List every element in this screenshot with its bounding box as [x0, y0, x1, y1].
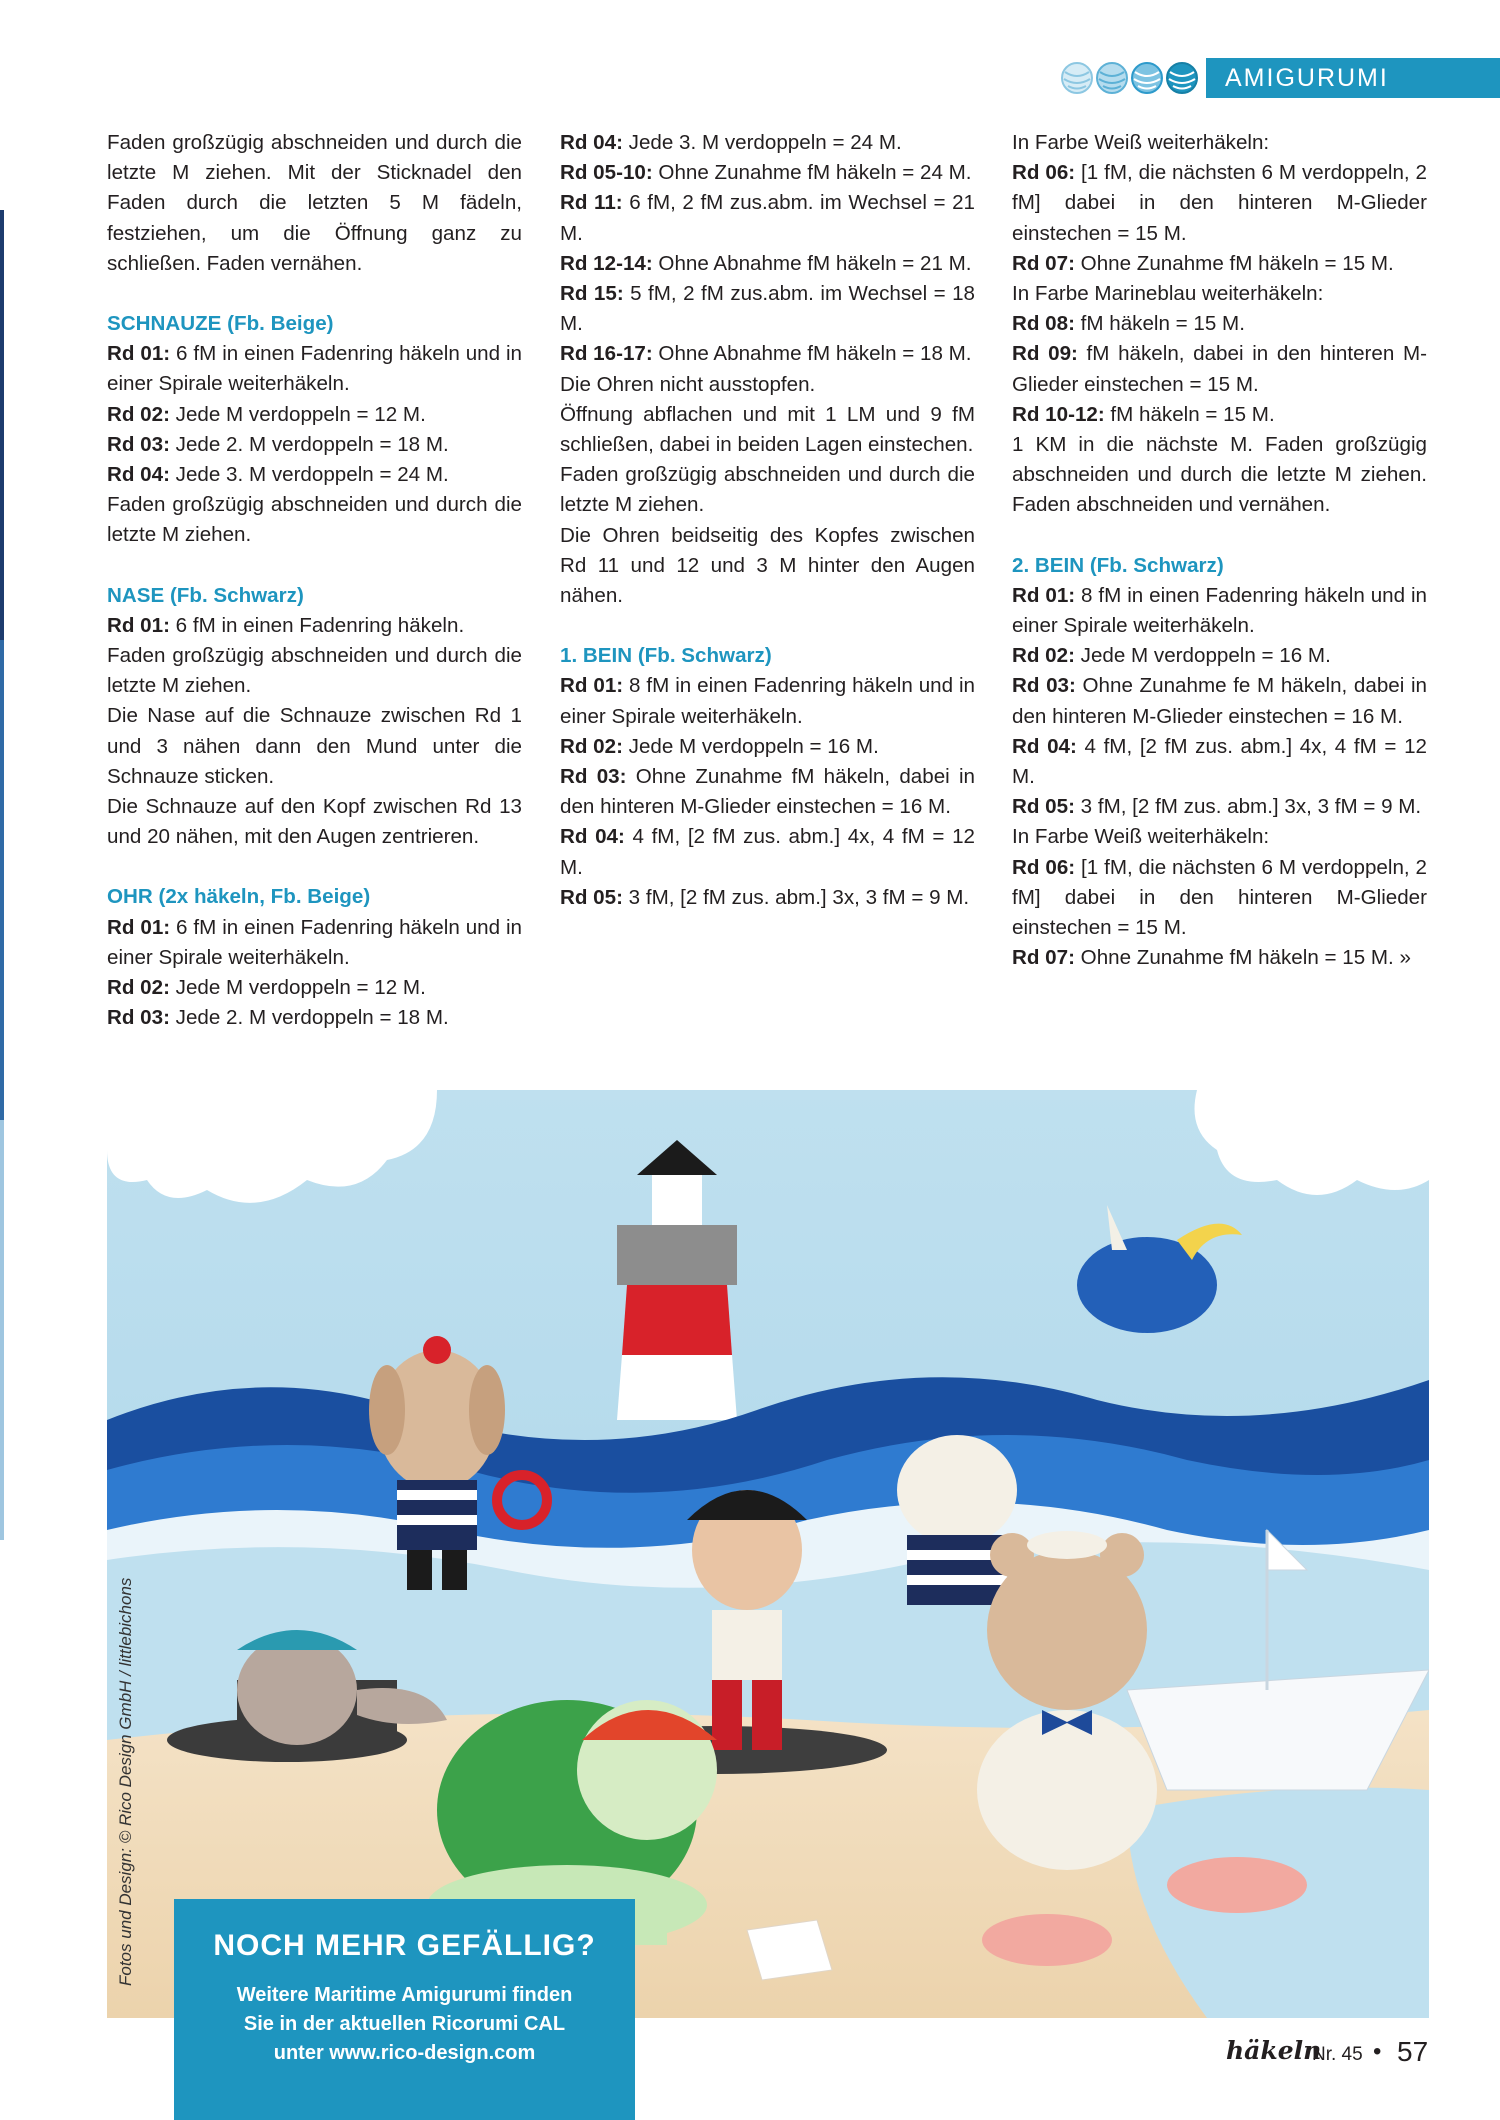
instruction-text: 1 KM in die nächste M. Faden großzügig abschneiden und durch die letzte M ziehen. Faden abschneiden und vernähen. [1012, 433, 1427, 517]
round-label: Rd 04: [1012, 734, 1077, 758]
instruction-text: Faden großzügig abschneiden und durch die letzte M ziehen. Mit der Sticknadel den Faden durch die letzten 5 M fädeln, festziehen, um die Öffnung ganz zu schließen. Faden vernähen. [107, 131, 522, 275]
instruction-text: fM häkeln, dabei in den hinteren M-Glieder einstechen = 15 M. [1012, 342, 1427, 396]
instruction-line [1012, 853, 1427, 944]
instruction-text: 3 fM, [2 fM zus. abm.] 3x, 3 fM = 9 M. [622, 885, 970, 909]
instruction-text: Jede 2. M verdoppeln = 18 M. [169, 432, 449, 456]
round-label: Rd 08: [1012, 312, 1075, 336]
instruction-line [560, 762, 975, 822]
instruction-line [1012, 822, 1427, 852]
round-label: Rd 01: [107, 613, 170, 637]
promo-line: Weitere Maritime Amigurumi finden [236, 1984, 573, 2006]
text-column-1 [107, 128, 522, 1033]
instruction-text: Faden großzügig abschneiden und durch die letzte M ziehen. [107, 644, 522, 698]
instruction-line [107, 460, 522, 490]
section-heading: OHR (2x häkeln, Fb. Beige) [107, 885, 371, 909]
round-label: Rd 07: [1012, 251, 1075, 275]
round-label: Rd 04: [560, 825, 625, 849]
section-heading: 1. BEIN (Fb. Schwarz) [560, 644, 772, 668]
magazine-brand: häkeln [1226, 2036, 1322, 2065]
instruction-text: 6 fM in einen Fadenring häkeln und in einer Spirale weiterhäkeln. [107, 915, 522, 969]
instruction-line [1012, 732, 1427, 792]
polar-bear-toy [897, 1435, 1017, 1605]
round-label: Rd 02: [560, 734, 623, 758]
instruction-text: Faden großzügig abschneiden und durch die letzte M ziehen. [560, 463, 975, 517]
instruction-line [1012, 339, 1427, 399]
instruction-line [1012, 128, 1427, 158]
section-heading: 2. BEIN (Fb. Schwarz) [1012, 553, 1224, 577]
instruction-text: [1 fM, die nächsten 6 M verdoppeln, 2 fM] dabei in den hinteren M-Glieder einstechen = 15 M. [1012, 161, 1427, 245]
amigurumi-photo [107, 1090, 1429, 2018]
instruction-text: Jede 2. M verdoppeln = 18 M. [169, 1006, 449, 1030]
instruction-text: Jede 3. M verdoppeln = 24 M. [622, 131, 902, 154]
promo-line: Sie in der aktuellen Ricorumi CAL [243, 2013, 566, 2035]
issue-number: Nr. 45 [1312, 2044, 1363, 2065]
instruction-text: Jede M verdoppeln = 16 M. [1074, 644, 1331, 668]
instruction-line [560, 822, 975, 882]
round-label: Rd 03: [1012, 674, 1076, 698]
instruction-line [560, 370, 975, 400]
promo-text [174, 1981, 635, 2068]
promo-box [174, 1899, 635, 2120]
round-label: Rd 07: [1012, 946, 1075, 970]
instruction-line [560, 460, 975, 520]
shrimp-toy-2 [982, 1914, 1112, 1966]
instruction-text: fM häkeln = 15 M. [1074, 312, 1245, 336]
instruction-text: 6 fM in einen Fadenring häkeln. [169, 613, 465, 637]
promo-link[interactable]: unter www.rico-design.com [273, 2042, 536, 2064]
round-label: Rd 05: [1012, 795, 1075, 819]
instruction-text: Die Ohren beidseitig des Kopfes zwischen Rd 11 und 12 und 3 M hinter den Augen nähen. [560, 523, 975, 608]
instruction-text: Ohne Zunahme fM häkeln = 24 M. [652, 161, 972, 185]
instruction-line [107, 1003, 522, 1033]
instruction-line [107, 973, 522, 1003]
instruction-line [560, 671, 975, 731]
instruction-line [1012, 400, 1427, 430]
instruction-text: Jede M verdoppeln = 16 M. [622, 734, 879, 758]
instruction-text: Die Schnauze auf den Kopf zwischen Rd 13 und 20 nähen, mit den Augen zentrieren. [107, 795, 522, 849]
instruction-text: Die Ohren nicht ausstopfen. [560, 372, 816, 396]
treasure-card [747, 1920, 832, 1980]
page-number: 57 [1397, 2036, 1429, 2067]
round-label: Rd 01: [107, 342, 171, 366]
shrimp-toy-1 [1167, 1857, 1307, 1913]
instruction-line [560, 521, 975, 612]
instruction-text: Jede M verdoppeln = 12 M. [169, 402, 426, 426]
instruction-line [1012, 943, 1427, 973]
round-label: Rd 05: [560, 885, 623, 909]
instruction-line [107, 490, 522, 550]
instruction-line [1012, 430, 1427, 521]
section-label: AMIGURUMI [1225, 63, 1389, 92]
round-label: Rd 04: [107, 463, 170, 487]
round-label: Rd 02: [107, 402, 170, 426]
instruction-text: 8 fM in einen Fadenring häkeln und in einer Spirale weiterhäkeln. [560, 674, 975, 728]
instruction-line [107, 701, 522, 792]
instruction-line [560, 279, 975, 339]
instruction-text: 5 fM, 2 fM zus.abm. im Wechsel = 18 M. [560, 282, 975, 336]
round-label: Rd 06: [1012, 855, 1076, 879]
instruction-text: 6 fM, 2 fM zus.abm. im Wechsel = 21 M. [560, 191, 975, 245]
instruction-text: Die Nase auf die Schnauze zwischen Rd 1 und 3 nähen dann den Mund unter die Schnauze sticken. [107, 704, 522, 788]
instruction-text: Ohne Zunahme fM häkeln = 15 M. » [1074, 946, 1411, 970]
instruction-line [560, 732, 975, 762]
instruction-line [560, 188, 975, 248]
section-tab [1206, 58, 1500, 98]
section-heading: SCHNAUZE (Fb. Beige) [107, 312, 334, 336]
text-column-2 [560, 128, 975, 913]
instruction-text: Ohne Zunahme fM häkeln, dabei in den hinteren M-Glieder einstechen = 16 M. [560, 765, 975, 819]
instruction-text: Ohne Abnahme fM häkeln = 21 M. [652, 251, 972, 275]
instruction-line [107, 339, 522, 399]
instruction-line [560, 400, 975, 460]
instruction-line [1012, 641, 1427, 671]
promo-title: NOCH MEHR GEFÄLLIG? [213, 1929, 596, 1962]
instruction-line [1012, 158, 1427, 249]
round-label: Rd 05-10: [560, 161, 653, 185]
round-label: Rd 02: [1012, 644, 1075, 668]
round-label: Rd 10-12: [1012, 402, 1105, 426]
photo-credit: Fotos und Design: © Rico Design GmbH / littlebichons [116, 1577, 135, 1986]
edge-bar-light [0, 1120, 4, 1540]
instruction-line [560, 883, 975, 913]
instruction-text: 8 fM in einen Fadenring häkeln und in einer Spirale weiterhäkeln. [1012, 583, 1427, 638]
instruction-line [1012, 792, 1427, 822]
instruction-line [1012, 581, 1427, 641]
round-label: Rd 03: [107, 432, 170, 456]
instruction-text: In Farbe Weiß weiterhäkeln: [1012, 825, 1270, 849]
instruction-text: 4 fM, [2 fM zus. abm.] 4x, 4 fM = 12 M. [560, 825, 975, 879]
round-label: Rd 01: [1012, 583, 1076, 607]
instruction-text: fM häkeln = 15 M. [1104, 402, 1275, 426]
yarn-ball-icons [1059, 60, 1201, 96]
instruction-text: Faden großzügig abschneiden und durch die letzte M ziehen. [107, 493, 522, 547]
round-label: Rd 09: [1012, 342, 1078, 366]
instruction-text: In Farbe Marineblau weiterhäkeln: [1012, 282, 1324, 306]
instruction-text: Ohne Abnahme fM häkeln = 18 M. [652, 342, 972, 366]
instruction-text: 6 fM in einen Fadenring häkeln und in einer Spirale weiterhäkeln. [107, 342, 522, 396]
round-label: Rd 03: [107, 1006, 170, 1030]
instruction-text: 3 fM, [2 fM zus. abm.] 3x, 3 fM = 9 M. [1074, 795, 1422, 819]
instruction-line [107, 913, 522, 973]
instruction-text: In Farbe Weiß weiterhäkeln: [1012, 131, 1270, 154]
instruction-line [560, 249, 975, 279]
instruction-line [107, 641, 522, 701]
round-label: Rd 16-17: [560, 342, 653, 366]
instruction-text: Jede M verdoppeln = 12 M. [169, 976, 426, 1000]
instruction-line [107, 611, 522, 641]
instruction-line [1012, 309, 1427, 339]
round-label: Rd 12-14: [560, 251, 653, 275]
round-label: Rd 04: [560, 131, 623, 154]
instruction-line [107, 400, 522, 430]
section-heading: NASE (Fb. Schwarz) [107, 583, 304, 607]
instruction-line [560, 158, 975, 188]
instruction-line [107, 792, 522, 852]
edge-bar-navy [0, 210, 4, 640]
round-label: Rd 03: [560, 765, 627, 789]
instruction-line [1012, 279, 1427, 309]
instruction-text: [1 fM, die nächsten 6 M verdoppeln, 2 fM] dabei in den hinteren M-Glieder einstechen = 15 M. [1012, 855, 1427, 940]
round-label: Rd 02: [107, 976, 170, 1000]
round-label: Rd 15: [560, 282, 624, 306]
round-label: Rd 11: [560, 191, 623, 215]
instruction-line [560, 128, 975, 158]
instruction-text: Ohne Zunahme fe M häkeln, dabei in den hinteren M-Glieder einstechen = 16 M. [1012, 674, 1427, 728]
instruction-line [1012, 249, 1427, 279]
instruction-line [560, 339, 975, 369]
footer-bullet: • [1373, 2038, 1382, 2065]
instruction-text: Jede 3. M verdoppeln = 24 M. [169, 463, 449, 487]
instruction-line [107, 128, 522, 279]
instruction-line [1012, 671, 1427, 731]
round-label: Rd 01: [107, 915, 171, 939]
instruction-text: Ohne Zunahme fM häkeln = 15 M. [1074, 251, 1394, 275]
instruction-text: 4 fM, [2 fM zus. abm.] 4x, 4 fM = 12 M. [1012, 734, 1427, 789]
edge-bar-blue [0, 640, 4, 1120]
instruction-line [107, 430, 522, 460]
text-column-3 [1012, 128, 1427, 973]
round-label: Rd 01: [560, 674, 624, 698]
round-label: Rd 06: [1012, 161, 1076, 185]
instruction-text: Öffnung abflachen und mit 1 LM und 9 fM schließen, dabei in beiden Lagen einstechen. [560, 402, 975, 457]
